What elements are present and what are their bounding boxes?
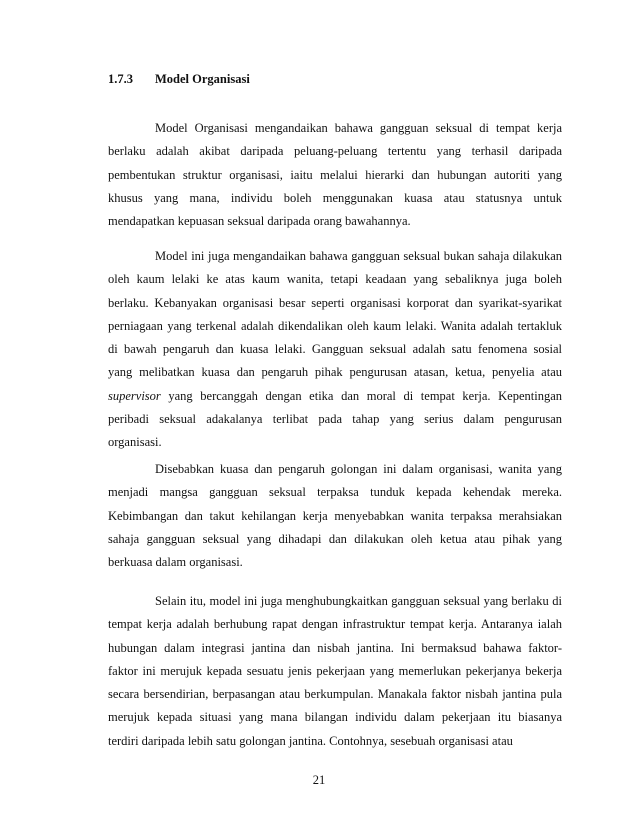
paragraph-line: sahaja gangguan seksual yang dihadapi dan dilakukan oleh ketua atau pihak yang (108, 531, 562, 546)
paragraph-4 (108, 590, 562, 753)
paragraph-line: berlaku. Kebanyakan organisasi besar seperti organisasi korporat dan syarikat-syarikat (108, 295, 562, 310)
section-heading (108, 72, 250, 87)
paragraph-2 (108, 245, 562, 455)
paragraph-line: hubungan dalam integrasi jantina dan nisbah jantina. Ini bermaksud bahawa faktor- (108, 640, 562, 655)
paragraph-line: oleh kaum lelaki ke atas kaum wanita, tetapi keadaan yang sebaliknya juga boleh (108, 272, 562, 287)
paragraph-3 (108, 458, 562, 574)
paragraph-line (108, 385, 562, 408)
paragraph-line: menjadi mangsa gangguan seksual terpaksa tunduk kepada kehendak mereka. (108, 485, 562, 500)
paragraph-line: secara bersendirian, berpasangan atau berkumpulan. Manakala faktor nisbah jantina pula (108, 687, 562, 702)
paragraph-line: berkuasa dalam organisasi. (108, 555, 243, 570)
paragraph-line: Selain itu, model ini juga menghubungkaitkan gangguan seksual yang berlaku di (155, 594, 562, 608)
paragraph-line: faktor ini merujuk kepada sesuatu jenis pekerjaan yang memerlukan pekerjanya bekerja (108, 663, 562, 678)
paragraph-line: yang melibatkan kuasa dan pengaruh pihak pengurusan atasan, ketua, penyelia atau (108, 365, 562, 380)
paragraph-line: peribadi seksual adakalanya terlibat pada tahap yang serius dalam pengurusan (108, 412, 562, 427)
italic-term: supervisor (108, 388, 161, 403)
page-number: 21 (312, 773, 326, 787)
paragraph-line: khusus yang mana, individu boleh menggunakan kuasa atau statusnya untuk (108, 190, 562, 205)
paragraph-line: tempat kerja adalah berhubung rapat dengan infrastruktur tempat kerja. Antaranya ialah (108, 617, 562, 632)
section-title: Model Organisasi (155, 72, 250, 86)
paragraph-line: organisasi. (108, 435, 162, 450)
paragraph-1 (108, 117, 562, 233)
paragraph-line: Disebabkan kuasa dan pengaruh golongan ini dalam organisasi, wanita yang (155, 462, 562, 476)
section-number: 1.7.3 (108, 72, 133, 86)
paragraph-line: merujuk kepada situasi yang mana bilangan individu dalam pekerjaan itu biasanya (108, 710, 562, 725)
paragraph-line: pembentukan struktur organisasi, iaitu melalui hierarki dan hubungan autoriti yang (108, 167, 562, 182)
paragraph-line: perniagaan yang terkenal adalah dikendalikan oleh kaum lelaki. Wanita adalah tertakluk (108, 318, 562, 333)
paragraph-line: terdiri daripada lebih satu golongan jantina. Contohnya, sesebuah organisasi atau (108, 733, 513, 748)
paragraph-line: berlaku adalah akibat daripada peluang-peluang tertentu yang terhasil daripada (108, 144, 562, 159)
paragraph-line: Model ini juga mengandaikan bahawa gangguan seksual bukan sahaja dilakukan (155, 249, 562, 263)
paragraph-line: mendapatkan kepuasan seksual daripada orang bawahannya. (108, 214, 411, 229)
paragraph-line: Model Organisasi mengandaikan bahawa gangguan seksual di tempat kerja (155, 121, 562, 135)
paragraph-line: Kebimbangan dan takut kehilangan kerja menyebabkan wanita terpaksa merahsiakan (108, 508, 562, 523)
paragraph-line-rest: yang bercanggah dengan etika dan moral di tempat kerja. Kepentingan (160, 388, 562, 403)
paragraph-line: di bawah pengaruh dan kuasa lelaki. Gangguan seksual adalah satu fenomena sosial (108, 342, 562, 357)
